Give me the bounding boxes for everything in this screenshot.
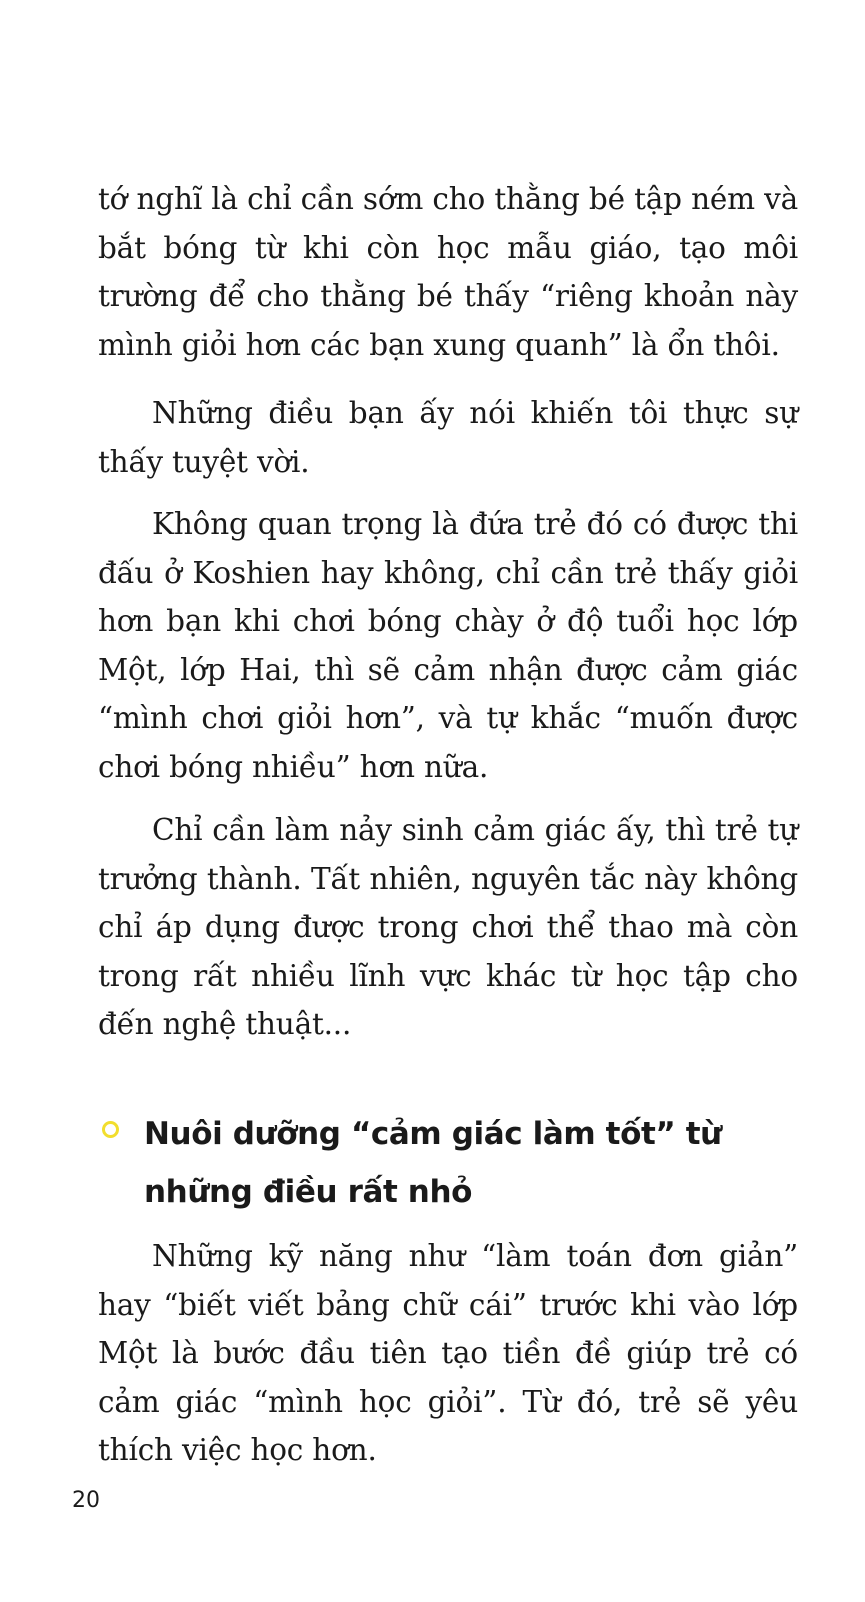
circle-bullet-icon bbox=[102, 1121, 119, 1138]
paragraph: Những kỹ năng như “làm toán đơn giản” hay “biết viết bảng chữ cái” trước khi vào lớp Một là bước đầu tiên tạo tiền đề giúp trẻ có cảm giác “mình học giỏi”. Từ đó, trẻ sẽ yêu thích việc học hơn. bbox=[98, 1239, 798, 1467]
section-heading-text: Nuôi dưỡng “cảm giác làm tốt” từ những điều rất nhỏ bbox=[144, 1116, 722, 1210]
paragraph: Chỉ cần làm nảy sinh cảm giác ấy, thì trẻ tự trưởng thành. Tất nhiên, nguyên tắc này không chỉ áp dụng được trong chơi thể thao mà còn trong rất nhiều lĩnh vực khác từ học tập cho đến nghệ thuật... bbox=[98, 813, 798, 1041]
paragraph: Không quan trọng là đứa trẻ đó có được thi đấu ở Koshien hay không, chỉ cần trẻ thấy giỏi hơn bạn khi chơi bóng chày ở độ tuổi học lớp Một, lớp Hai, thì sẽ cảm nhận được cảm giác “mình chơi giỏi hơn”, và tự khắc “muốn được chơi bóng nhiều” hơn nữa. bbox=[98, 507, 798, 784]
paragraph: Những điều bạn ấy nói khiến tôi thực sự thấy tuyệt vời. bbox=[98, 396, 798, 479]
page-number: 20 bbox=[72, 1488, 100, 1513]
paragraph-continuation: tớ nghĩ là chỉ cần sớm cho thằng bé tập ném và bắt bóng từ khi còn học mẫu giáo, tạo môi trường để cho thằng bé thấy “riêng khoản này mình giỏi hơn các bạn xung quanh” là ổn thôi. bbox=[98, 182, 798, 362]
